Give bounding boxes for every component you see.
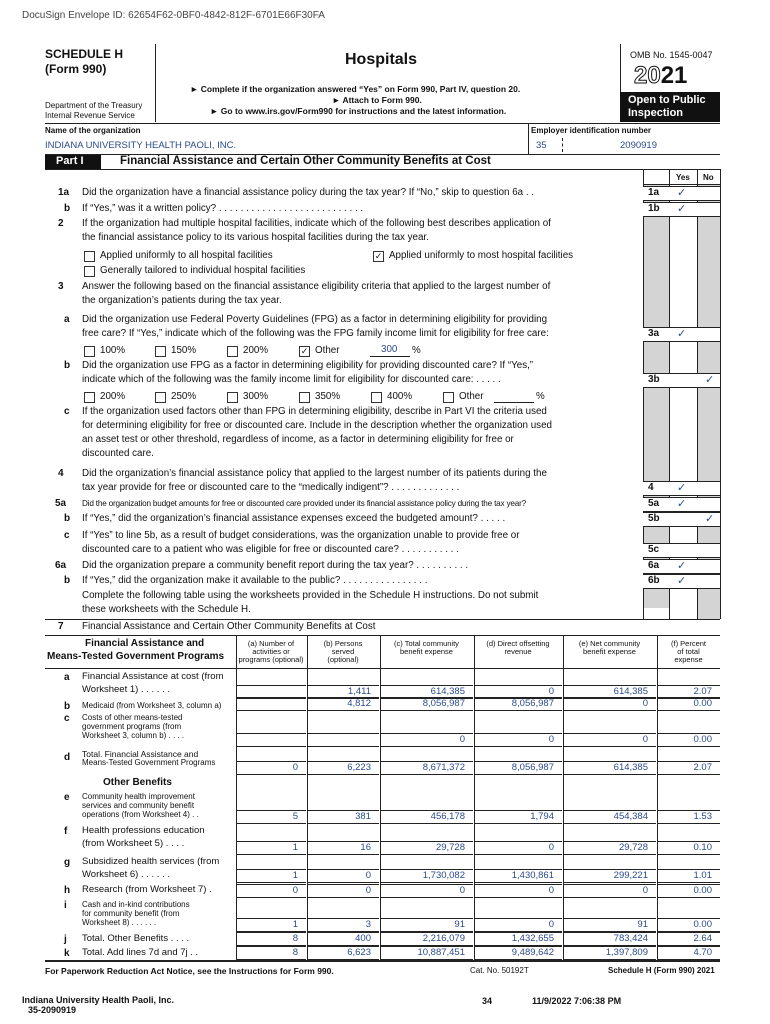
- value-e: 91: [637, 919, 648, 930]
- other-benefits-heading: Other Benefits: [103, 777, 172, 788]
- q3b-text-2: indicate which of the following was the family income limit for eligibility for discounted care: . . . . .: [82, 374, 501, 385]
- q6b-num: b: [64, 575, 71, 586]
- q3b-300-label: 300%: [243, 391, 269, 402]
- org-name-label: Name of the organization: [45, 126, 141, 135]
- value-a: 5: [292, 811, 298, 822]
- row-letter: j: [64, 934, 67, 945]
- rule: [45, 619, 720, 620]
- q3b-other-line: [494, 402, 534, 403]
- col-b-header: (b) Persons served (optional): [323, 639, 363, 664]
- answer-yes-b5a[interactable]: ✓: [677, 498, 687, 510]
- col-a-header: (a) Number of activities or programs (optional): [238, 639, 304, 664]
- value-d: 8,056,987: [511, 698, 554, 709]
- q3b-350-label: 350%: [315, 391, 341, 402]
- row-label: Worksheet 8) . . . . . .: [82, 918, 157, 927]
- value-d: 0: [548, 885, 554, 896]
- ein-divider: [528, 123, 529, 154]
- q3b-350-checkbox[interactable]: [299, 392, 310, 403]
- answer-yes-b1b[interactable]: ✓: [677, 203, 687, 215]
- row-label: Worksheet 3, column b) . . . .: [82, 731, 185, 740]
- value-f: 2.07: [693, 686, 712, 697]
- q5a-text: Did the organization budget amounts for free or discounted care provided under its financial assistance policy during the tax year?: [82, 499, 526, 508]
- header-divider-left: [155, 44, 156, 122]
- q2-text-2: the financial assistance policy to its various hospital facilities during the tax year.: [82, 232, 429, 243]
- row-label: Research (from Worksheet 7) .: [82, 884, 212, 895]
- instruction-2: ► Attach to Form 990.: [332, 95, 422, 105]
- q2-opt2-checkbox[interactable]: ✓: [374, 251, 383, 261]
- q2-opt3-label: Generally tailored to individual hospital facilities: [100, 265, 306, 276]
- part-title: Financial Assistance and Certain Other Community Benefits at Cost: [120, 155, 491, 167]
- page-title: Hospitals: [345, 51, 418, 68]
- q3b-250-checkbox[interactable]: [155, 392, 166, 403]
- q3b-200-checkbox[interactable]: [84, 392, 95, 403]
- q3-text-1: Answer the following based on the financial assistance eligibility criteria that applied to the largest number of: [82, 281, 551, 292]
- col-c-header: (c) Total community benefit expense: [394, 639, 459, 656]
- q3a-other-value[interactable]: 300: [381, 344, 398, 355]
- answer-yes-b6a[interactable]: ✓: [677, 560, 687, 572]
- q3c-text-2: for determining eligibility for free or discounted care. Include in the description whether the organization used: [82, 420, 552, 431]
- value-a: 8: [292, 947, 298, 958]
- row-letter: g: [64, 857, 71, 868]
- answer-no-b5b[interactable]: ✓: [705, 513, 715, 525]
- q3c-num: c: [64, 406, 70, 417]
- q3b-other-checkbox[interactable]: [443, 392, 454, 403]
- row-label: Total. Other Benefits . . . .: [82, 933, 190, 944]
- value-a: 1: [292, 842, 298, 853]
- row-label: Costs of other means-tested: [82, 713, 183, 722]
- paperwork-notice: For Paperwork Reduction Act Notice, see the Instructions for Form 990.: [45, 966, 334, 976]
- no-header: No: [703, 173, 714, 182]
- value-e: 0: [642, 734, 648, 745]
- q3a-num: a: [64, 314, 70, 325]
- dept-treasury: Department of the Treasury: [45, 101, 143, 110]
- q3b-400-label: 400%: [387, 391, 413, 402]
- ein-label: Employer identification number: [531, 126, 652, 135]
- q3a-150-checkbox[interactable]: [155, 346, 166, 357]
- row-label: Total. Add lines 7d and 7j . .: [82, 947, 199, 958]
- rule: [45, 668, 720, 669]
- answer-label-b6b: 6b: [648, 575, 660, 586]
- value-d: 0: [548, 734, 554, 745]
- table-cell-a[interactable]: [236, 697, 306, 711]
- answer-yes-b6b[interactable]: ✓: [677, 575, 687, 587]
- q6c-text-1: Complete the following table using the worksheets provided in the Schedule H instructions. Do not submit: [82, 590, 539, 601]
- q3b-300-checkbox[interactable]: [227, 392, 238, 403]
- q6a-text: Did the organization prepare a community benefit report during the tax year? . . . . . . . . . .: [82, 560, 469, 571]
- year-outline: 20: [634, 62, 661, 89]
- q3b-num: b: [64, 360, 71, 371]
- row-label: Cash and in-kind contributions: [82, 900, 190, 909]
- q2-opt3-checkbox[interactable]: [84, 266, 95, 277]
- q3a-other-line: [370, 356, 410, 357]
- col-line: [720, 169, 721, 619]
- value-e: 0: [642, 885, 648, 896]
- row-letter: h: [64, 885, 71, 896]
- table-title-2: Means-Tested Government Programs: [47, 651, 225, 662]
- instruction-3: ► Go to www.irs.gov/Form990 for instructions and the latest information.: [210, 106, 507, 116]
- q1a-num: 1a: [58, 187, 70, 198]
- value-c: 8,056,987: [422, 698, 465, 709]
- row-letter: k: [64, 948, 70, 959]
- open-public: Open to Public: [628, 94, 706, 106]
- q3b-pct: %: [536, 391, 545, 402]
- footer-ein: 35-2090919: [28, 1005, 77, 1015]
- table-bottom-rule: [45, 960, 720, 962]
- table-cell-b[interactable]: [307, 733, 379, 747]
- row-label: Medicaid (from Worksheet 3, column a): [82, 701, 222, 710]
- dept-irs: Internal Revenue Service: [45, 111, 135, 120]
- value-b: 6,623: [347, 947, 371, 958]
- rule: [45, 123, 720, 124]
- q2-num: 2: [58, 218, 64, 229]
- answer-no-b3b[interactable]: ✓: [705, 374, 715, 386]
- value-d: 1,794: [530, 811, 554, 822]
- value-f: 2.07: [693, 762, 712, 773]
- ein-prefix: 35: [536, 140, 547, 151]
- value-e: 614,385: [613, 762, 648, 773]
- value-e: 29,728: [618, 842, 648, 853]
- q7-text: Financial Assistance and Certain Other Community Benefits at Cost: [82, 621, 376, 632]
- value-e: 614,385: [613, 686, 648, 697]
- row-label: services and community benefit: [82, 801, 195, 810]
- value-f: 2.64: [693, 933, 712, 944]
- answer-label-b5c: 5c: [648, 544, 660, 555]
- q5c-text-1: If “Yes” to line 5b, as a result of budget considerations, was the organization unable to provide free or: [82, 530, 520, 541]
- answer-label-b5a: 5a: [648, 498, 660, 509]
- schedule-footer: Schedule H (Form 990) 2021: [608, 966, 715, 975]
- answer-yes-b3a[interactable]: ✓: [677, 328, 687, 340]
- value-f: 1.53: [693, 811, 712, 822]
- value-c: 10,887,451: [417, 947, 465, 958]
- q3c-text-4: discounted care.: [82, 448, 154, 459]
- value-c: 0: [459, 734, 465, 745]
- row-label: Worksheet 6) . . . . . .: [82, 869, 170, 880]
- q1a-text: Did the organization have a financial assistance policy during the tax year? If “No,” skip to question 6a . .: [82, 187, 534, 198]
- answer-label-b3a: 3a: [648, 328, 660, 339]
- q5c-text-2: discounted care to a patient who was eligible for free or discounted care? . . . . . . . . . . .: [82, 544, 459, 555]
- value-b: 0: [365, 885, 371, 896]
- row-label: Financial Assistance at cost (from: [82, 671, 224, 682]
- yes-header: Yes: [676, 173, 690, 182]
- omb-number: OMB No. 1545-0047: [630, 50, 713, 60]
- value-d: 1,432,655: [511, 933, 554, 944]
- inspection: Inspection: [628, 107, 684, 119]
- value-b: 4,812: [347, 698, 371, 709]
- value-c: 8,671,372: [422, 762, 465, 773]
- value-f: 1.01: [693, 870, 712, 881]
- value-c: 29,728: [435, 842, 465, 853]
- row-label: Community health improvement: [82, 792, 195, 801]
- cat-number: Cat. No. 50192T: [470, 966, 529, 975]
- q3a-other-checkbox[interactable]: ✓: [300, 346, 309, 356]
- q3b-400-checkbox[interactable]: [371, 392, 382, 403]
- year-bold: 21: [660, 62, 688, 89]
- value-d: 0: [548, 842, 554, 853]
- q2-text-1: If the organization had multiple hospital facilities, indicate which of the following best describes application of: [82, 218, 551, 229]
- row-label: (from Worksheet 5) . . . .: [82, 838, 185, 849]
- value-c: 2,216,079: [422, 933, 465, 944]
- value-f: 4.70: [693, 947, 712, 958]
- value-d: 0: [548, 919, 554, 930]
- row-letter: e: [64, 792, 70, 803]
- q3b-200-label: 200%: [100, 391, 126, 402]
- answer-label-b1b: 1b: [648, 203, 660, 214]
- q3c-text-1: If the organization used factors other than FPG in determining eligibility, describe in Part VI the criteria used: [82, 406, 547, 417]
- row-label: Means-Tested Government Programs: [82, 758, 216, 767]
- value-c: 91: [454, 919, 465, 930]
- value-a: 1: [292, 870, 298, 881]
- value-b: 0: [365, 870, 371, 881]
- ein-dash: [562, 138, 563, 152]
- row-label: operations (from Worksheet 4) . .: [82, 810, 199, 819]
- q3a-pct: %: [412, 345, 421, 356]
- value-e: 454,384: [613, 811, 648, 822]
- q5b-num: b: [64, 513, 71, 524]
- value-d: 8,056,987: [511, 762, 554, 773]
- q3a-other-label: Other: [315, 345, 340, 356]
- q4-num: 4: [58, 468, 64, 479]
- q3a-150-label: 150%: [171, 345, 197, 356]
- q3a-100-checkbox[interactable]: [84, 346, 95, 357]
- q4-text-1: Did the organization’s financial assistance policy that applied to the largest number of its patients during the: [82, 468, 547, 479]
- q5a-num: 5a: [55, 498, 67, 509]
- q6b-text: If “Yes,” did the organization make it available to the public? . . . . . . . . . . . . . . . .: [82, 575, 428, 586]
- value-b: 400: [355, 933, 371, 944]
- row-label: Worksheet 1) . . . . . .: [82, 684, 170, 695]
- value-f: 0.00: [693, 698, 712, 709]
- value-d: 0: [548, 686, 554, 697]
- value-e: 0: [642, 698, 648, 709]
- org-name: INDIANA UNIVERSITY HEALTH PAOLI, INC.: [45, 140, 237, 151]
- col-e-header: (e) Net community benefit expense: [578, 639, 641, 656]
- schedule-label: SCHEDULE H: [45, 47, 124, 61]
- instruction-1: ► Complete if the organization answered “Yes” on Form 990, Part IV, question 20.: [190, 84, 521, 94]
- q3a-text-2: free care? If “Yes,” indicate which of the following was the FPG family income limit for eligibility for free care:: [82, 328, 549, 339]
- row-label: Total. Financial Assistance and: [82, 749, 199, 759]
- row-letter: a: [64, 672, 70, 683]
- value-f: 0.00: [693, 734, 712, 745]
- rule: [45, 635, 720, 636]
- answer-label-b3b: 3b: [648, 374, 660, 385]
- q3-num: 3: [58, 281, 64, 292]
- q2-opt2-label: Applied uniformly to most hospital facilities: [389, 250, 574, 261]
- q2-opt1-label: Applied uniformly to all hospital facilities: [100, 250, 273, 261]
- q7-num: 7: [58, 621, 64, 632]
- q6a-num: 6a: [55, 560, 67, 571]
- q3a-200-label: 200%: [243, 345, 269, 356]
- part-label: Part I: [56, 155, 84, 167]
- q3b-250-label: 250%: [171, 391, 197, 402]
- value-a: 1: [292, 919, 298, 930]
- row-letter: b: [64, 701, 71, 712]
- row-letter: f: [64, 826, 68, 837]
- envelope-id: DocuSign Envelope ID: 62654F62-0BF0-4842-812F-6701E66F30FA: [22, 10, 325, 21]
- value-b: 16: [360, 842, 371, 853]
- value-c: 0: [459, 885, 465, 896]
- value-c: 456,178: [430, 811, 465, 822]
- value-b: 6,223: [347, 762, 371, 773]
- row-label: government programs (from: [82, 722, 182, 731]
- q5c-num: c: [64, 530, 70, 541]
- q3a-200-checkbox[interactable]: [227, 346, 238, 357]
- row-letter: c: [64, 713, 70, 724]
- value-f: 0.00: [693, 885, 712, 896]
- answer-label-b4: 4: [648, 482, 654, 493]
- answer-yes-b1a[interactable]: ✓: [677, 187, 687, 199]
- value-e: 783,424: [613, 933, 648, 944]
- value-b: 1,411: [347, 686, 371, 697]
- q6c-text-2: these worksheets with the Schedule H.: [82, 604, 251, 615]
- row-label: Health professions education: [82, 825, 205, 836]
- table-cell-a[interactable]: [236, 733, 306, 747]
- value-c: 1,730,082: [422, 870, 465, 881]
- value-d: 9,489,642: [511, 947, 554, 958]
- value-e: 1,397,809: [605, 947, 648, 958]
- form-label: (Form 990): [45, 62, 107, 76]
- row-letter: d: [64, 752, 71, 763]
- value-a: 8: [292, 933, 298, 944]
- value-b: 3: [365, 919, 371, 930]
- row-letter: i: [64, 900, 67, 911]
- rule: [45, 169, 720, 170]
- col-f-header: (f) Percent of total expense: [670, 639, 706, 664]
- value-e: 299,221: [613, 870, 648, 881]
- answer-label-b1a: 1a: [648, 187, 660, 198]
- q1b-text: If “Yes,” was it a written policy? . . . . . . . . . . . . . . . . . . . . . . . . . . .: [82, 203, 364, 214]
- value-f: 0.00: [693, 919, 712, 930]
- value-a: 0: [292, 762, 298, 773]
- value-f: 0.10: [693, 842, 712, 853]
- rule: [643, 184, 720, 185]
- footer-org-name: Indiana University Health Paoli, Inc.: [22, 995, 175, 1005]
- q2-opt1-checkbox[interactable]: [84, 251, 95, 262]
- q3-text-2: the organization’s patients during the tax year.: [82, 295, 282, 306]
- q3c-text-3: an asset test or other threshold, regardless of income, as a factor in determining eligibility for free or: [82, 434, 514, 445]
- q1b-num: b: [64, 203, 71, 214]
- q5b-text: If “Yes,” did the organization’s financial assistance expenses exceed the budgeted amount? . . . . .: [82, 513, 506, 524]
- value-c: 614,385: [430, 686, 465, 697]
- value-d: 1,430,861: [511, 870, 554, 881]
- answer-label-b6a: 6a: [648, 560, 660, 571]
- page-number: 34: [482, 996, 493, 1006]
- q3a-text-1: Did the organization use Federal Poverty Guidelines (FPG) as a factor in determining eligibility for providing: [82, 314, 548, 325]
- col-d-header: (d) Direct offsetting revenue: [486, 639, 550, 656]
- table-title-1: Financial Assistance and: [85, 638, 205, 649]
- q4-text-2: tax year provide for free or discounted care to the “medically indigent”? . . . . . . . . . . . . .: [82, 482, 460, 493]
- q3b-other-label: Other: [459, 391, 484, 402]
- answer-yes-b4[interactable]: ✓: [677, 482, 687, 494]
- ein-suffix: 2090919: [620, 140, 657, 151]
- value-b: 381: [355, 811, 371, 822]
- answer-label-b5b: 5b: [648, 513, 660, 524]
- row-label: for community benefit (from: [82, 909, 180, 918]
- q3a-100-label: 100%: [100, 345, 126, 356]
- print-timestamp: 11/9/2022 7:06:38 PM: [532, 996, 622, 1006]
- q3b-text-1: Did the organization use FPG as a factor in determining eligibility for providing discounted care? If “Yes,”: [82, 360, 534, 371]
- value-a: 0: [292, 885, 298, 896]
- row-label: Subsidized health services (from: [82, 856, 220, 867]
